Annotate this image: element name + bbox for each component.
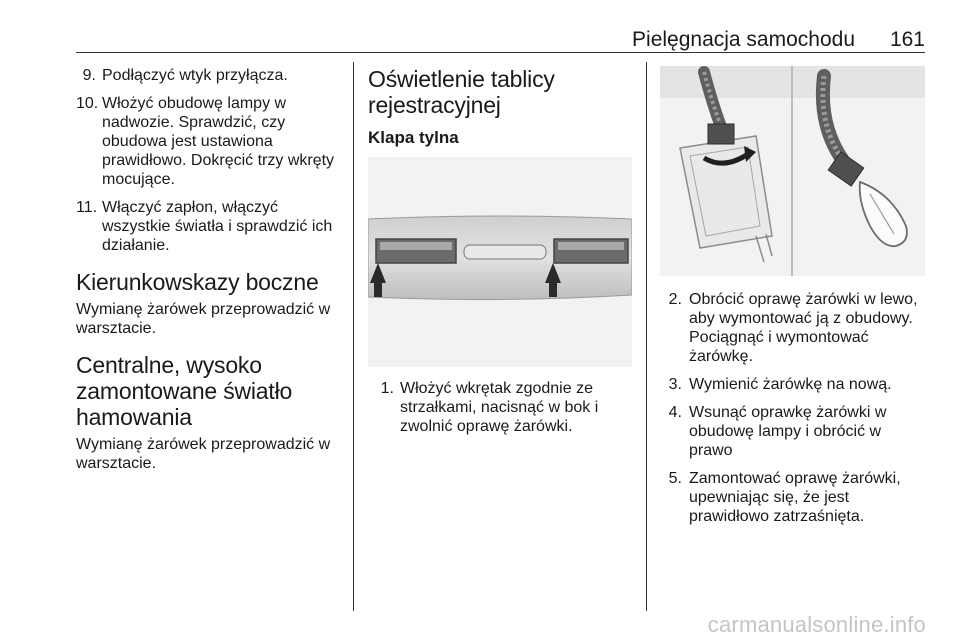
- figure-tailgate-lights: [368, 157, 632, 367]
- step-number: 5.: [668, 470, 682, 487]
- subsection-heading-tailgate: Klapa tylna: [368, 128, 459, 147]
- section-text-brake-light: Wymianę żarówek przeprowadzić w warsztacie.: [76, 436, 331, 472]
- step-number: 11.: [76, 199, 98, 216]
- list-item: [76, 66, 338, 85]
- section-heading-brake-light: Centralne, wysoko zamontowane światło hamowania: [76, 352, 293, 430]
- column-divider-2: [646, 62, 647, 611]
- column-2: [368, 66, 632, 147]
- step-number: 3.: [668, 376, 682, 393]
- step-text: Wymienić żarówkę na nową.: [689, 376, 892, 393]
- list-item: [368, 379, 632, 436]
- list-item: [660, 469, 928, 526]
- step-number: 10.: [76, 95, 99, 112]
- column-divider-1: [353, 62, 354, 611]
- step-text: Włożyć obudowę lampy w nadwozie. Sprawdzić, czy obudowa jest ustawiona prawidłowo. Dokręcić trzy wkręty mocujące.: [102, 95, 335, 188]
- column-1: [76, 66, 338, 473]
- list-item: [76, 198, 338, 255]
- list-item: [660, 375, 928, 394]
- section-text-side-indicators: Wymianę żarówek przeprowadzić w warsztacie.: [76, 301, 331, 337]
- bulb-holder-illustration: [660, 66, 925, 276]
- watermark: carmanualsonline.info: [707, 612, 926, 637]
- step-number: 9.: [82, 67, 96, 84]
- step-text: Zamontować oprawę żarówki, upewniając się, że jest prawidłowo zatrzaśnięta.: [689, 470, 901, 525]
- list-item: [76, 94, 338, 189]
- lamp-housing-shape: [680, 136, 772, 248]
- page-number: 161: [889, 28, 925, 51]
- figure-bulb-holder: [660, 66, 925, 276]
- step-number: 1.: [380, 380, 394, 397]
- page-header: [76, 28, 925, 54]
- step-text: Podłączyć wtyk przyłącza.: [102, 67, 288, 84]
- step-number: 4.: [668, 404, 682, 421]
- page-title: Pielęgnacja samochodu: [632, 28, 855, 51]
- instruction-list: [368, 379, 632, 436]
- section-heading-plate-light: Oświetlenie tablicy rejestracyjnej: [368, 66, 555, 118]
- header-divider: [76, 52, 925, 53]
- step-text: Włożyć wkrętak zgodnie ze strzałkami, nacisnąć w bok i zwolnić oprawę żarówki.: [400, 380, 599, 435]
- step-number: 2.: [668, 291, 682, 308]
- section-heading-side-indicators: Kierunkowskazy boczne: [76, 269, 319, 295]
- bulb-shape: [860, 182, 907, 246]
- instruction-list: [660, 290, 928, 526]
- list-item: [660, 290, 928, 366]
- step-text: Włączyć zapłon, włączyć wszystkie światła i sprawdzić ich działanie.: [102, 199, 333, 254]
- instruction-list: [76, 66, 338, 255]
- step-text: Wsunąć oprawkę żarówki w obudowę lampy i obrócić w prawo: [689, 404, 887, 459]
- column-3-steps: [660, 290, 928, 535]
- step-text: Obrócić oprawę żarówki w lewo, aby wymontować ją z obudowy. Pociągnąć i wymontować żarówkę.: [689, 291, 918, 365]
- tailgate-illustration: [368, 157, 632, 367]
- list-item: [660, 403, 928, 460]
- column-2-steps: [368, 379, 632, 445]
